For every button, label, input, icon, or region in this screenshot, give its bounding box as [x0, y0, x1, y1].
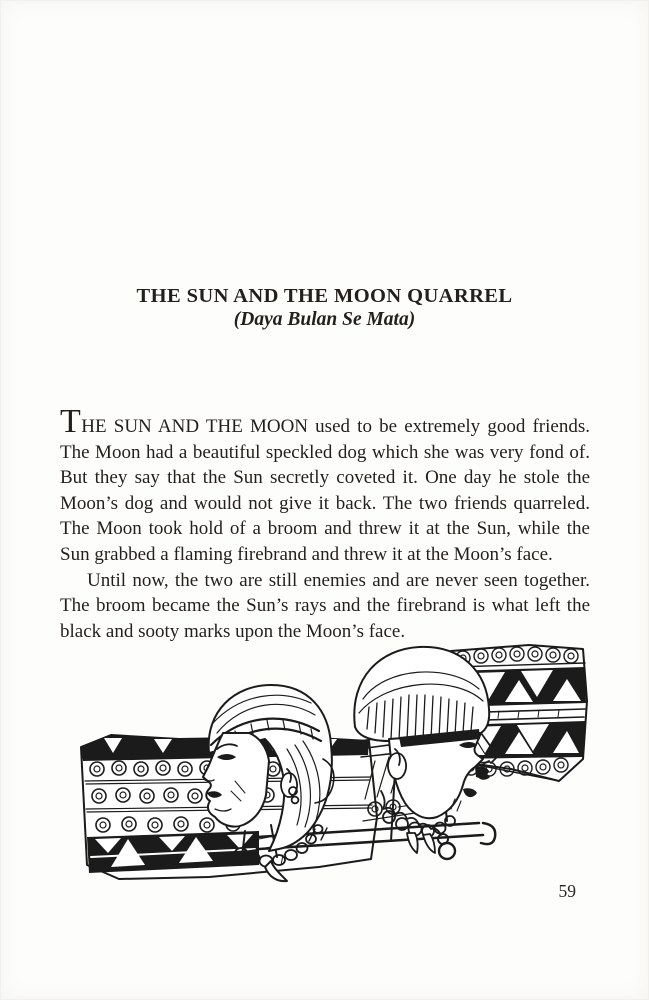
story-subtitle: (Daya Bulan Se Mata): [233, 309, 416, 330]
story-title: THE SUN AND THE MOON QUARREL: [136, 285, 513, 307]
story-paragraph-2: Until now, the two are still enemies and are never seen together. The broom became the Sun’s rays and the firebrand is what left the black and sooty marks upon the Moon’s face.: [60, 569, 590, 642]
story-paragraph-1: [60, 403, 590, 568]
paragraph-1-text: HE SUN AND THE MOON used to be extremely good friends. The Moon had a beautiful speckled dog which she was very fond of. But they say that the Sun secretly coveted it. One day he stole the Moon’s dog and would not give it back. The two friends quarreled. The Moon took hold of a broom and threw it at the Sun, while the Sun grabbed a flaming firebrand and threw it at the Moon’s face.: [60, 416, 590, 565]
drop-cap: T: [60, 403, 82, 440]
story-text: [60, 403, 590, 644]
story-illustration: [59, 641, 590, 883]
title-block: [0, 284, 649, 331]
page-number: 59: [558, 881, 576, 901]
